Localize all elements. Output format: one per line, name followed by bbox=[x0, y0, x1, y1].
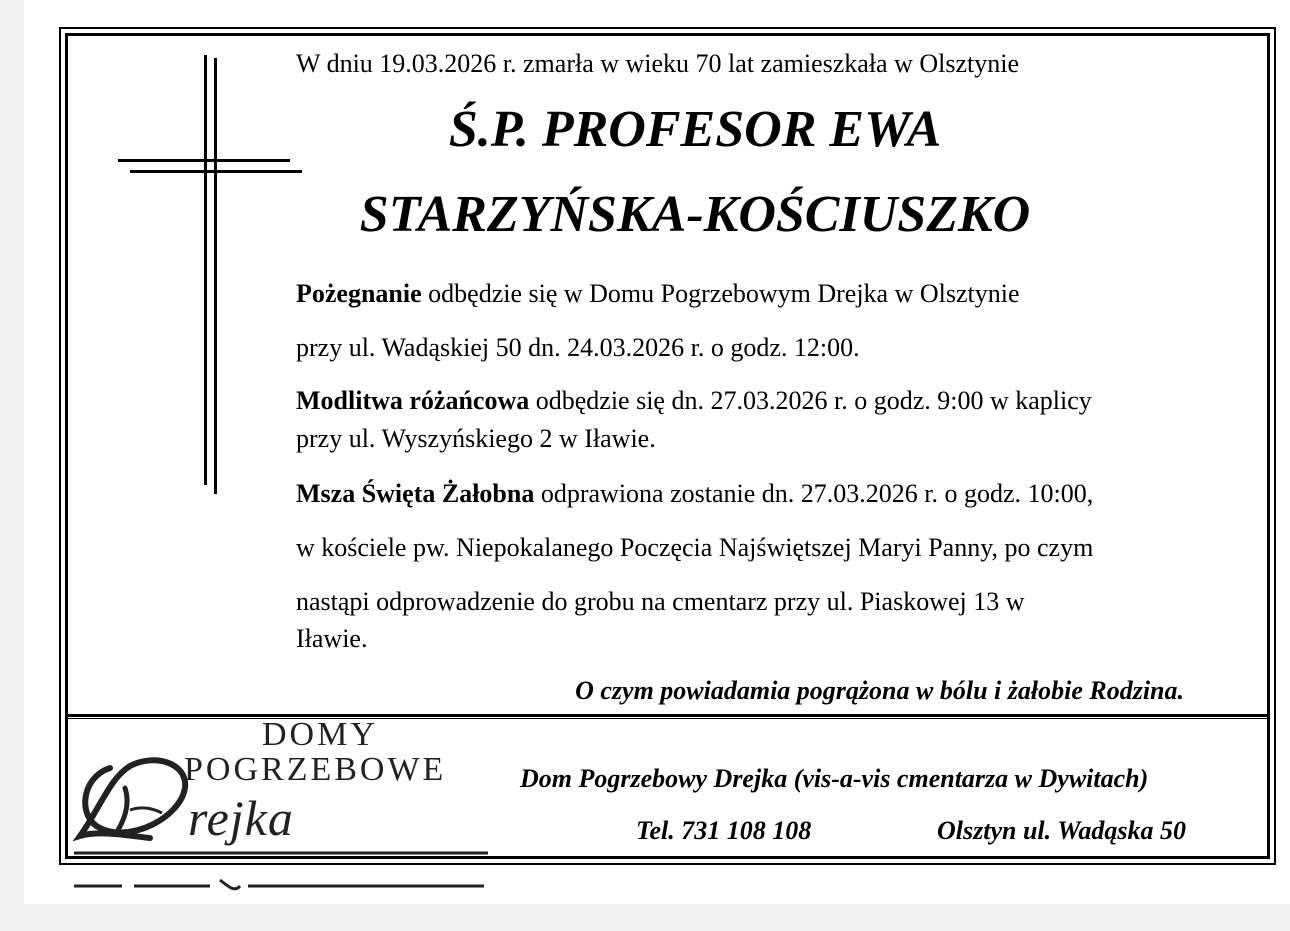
deceased-name-line1: Ś.P. PROFESOR EWA bbox=[448, 101, 942, 158]
mass-line4: Iławie. bbox=[296, 624, 368, 653]
intro-line: W dniu 19.03.2026 r. zmarła w wieku 70 lat zamieszkała w Olsztynie bbox=[296, 49, 1019, 78]
closing-line: O czym powiadamia pogrążona w bólu i żałobie Rodzina. bbox=[575, 676, 1184, 705]
rosary-line2: przy ul. Wyszyńskiego 2 w Iławie. bbox=[296, 424, 656, 453]
logo-text-rejka: rejka bbox=[188, 790, 294, 846]
mass-line3: nastąpi odprowadzenie do grobu na cmentarz przy ul. Piaskowej 13 w bbox=[296, 587, 1025, 616]
rosary-text: odbędzie się dn. 27.03.2026 r. o godz. 9:00 w kaplicy bbox=[529, 386, 1092, 415]
mass-heading: Msza Święta Żałobna bbox=[296, 479, 535, 508]
footer-divider bbox=[65, 714, 1270, 717]
logo-text-pogrzebowe: POGRZEBOWE bbox=[184, 751, 447, 788]
mass-line2: w kościele pw. Niepokalanego Poczęcia Najświętszej Maryi Panny, po czym bbox=[296, 533, 1094, 562]
farewell-heading: Pożegnanie bbox=[296, 279, 422, 308]
deceased-name-line2: STARZYŃSKA-KOŚCIUSZKO bbox=[359, 186, 1031, 243]
company-name: Dom Pogrzebowy Drejka (vis-a-vis cmentarza w Dywitach) bbox=[520, 764, 1149, 793]
rosary-heading: Modlitwa różańcowa bbox=[296, 386, 530, 415]
farewell-text: odbędzie się w Domu Pogrzebowym Drejka w Olsztynie bbox=[421, 279, 1020, 308]
farewell-line1 bbox=[296, 279, 1020, 309]
logo-text-domy: DOMY bbox=[262, 716, 378, 753]
company-phone: Tel. 731 108 108 bbox=[636, 816, 812, 845]
mass-text: odprawiona zostanie dn. 27.03.2026 r. o godz. 10:00, bbox=[534, 479, 1094, 508]
company-address: Olsztyn ul. Wadąska 50 bbox=[937, 816, 1186, 845]
farewell-line2: przy ul. Wadąskiej 50 dn. 24.03.2026 r. o godz. 12:00. bbox=[296, 333, 860, 362]
mass-line1 bbox=[296, 479, 1093, 509]
rosary-line1 bbox=[296, 386, 1092, 416]
